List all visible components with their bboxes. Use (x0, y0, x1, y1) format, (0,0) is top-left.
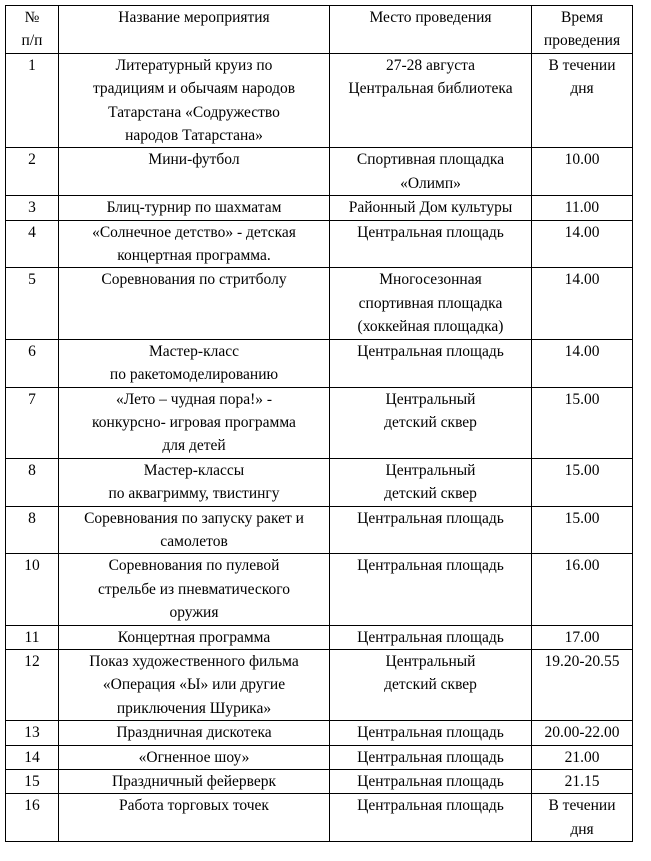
cell-name (59, 196, 330, 220)
table-row (6, 506, 633, 554)
cell-place (330, 745, 532, 769)
cell-place (330, 196, 532, 220)
cell-num (6, 506, 59, 554)
header-num (6, 6, 59, 54)
table-row (6, 625, 633, 649)
cell-name-line: самолетов (160, 532, 228, 550)
cell-time-line: 10.00 (564, 151, 600, 169)
cell-num-line: 2 (28, 151, 36, 169)
cell-name (59, 220, 330, 268)
cell-time-line: 15.00 (564, 390, 600, 408)
cell-num (6, 745, 59, 769)
cell-time-line: дня (570, 820, 594, 838)
cell-name-line: «Солнечное детство» - детская (92, 223, 296, 241)
cell-num-line: 16 (24, 797, 40, 815)
cell-num-line: 11 (24, 628, 40, 646)
cell-num (6, 770, 59, 794)
cell-place (330, 649, 532, 720)
cell-place-line: Центральная площадь (357, 724, 504, 742)
cell-num (6, 196, 59, 220)
cell-time-line: В течении (548, 797, 616, 815)
cell-num-line: 12 (24, 652, 40, 670)
cell-place-line: Многосезонная (379, 271, 482, 289)
cell-name (59, 268, 330, 339)
cell-name-line: Мастер-классы (143, 461, 245, 479)
cell-num-line: 4 (28, 223, 36, 241)
cell-num (6, 794, 59, 842)
cell-name-line: Соревнования по пулевой (108, 557, 280, 575)
cell-place-line: Центральная библиотека (348, 80, 513, 98)
cell-name (59, 148, 330, 196)
cell-place-line: (хоккейная площадка) (357, 318, 504, 336)
cell-name-line: Праздничная дискотека (116, 724, 272, 742)
cell-num (6, 625, 59, 649)
cell-num (6, 268, 59, 339)
header-place-line: Место проведения (369, 9, 492, 26)
cell-place-line: детский сквер (384, 485, 477, 503)
cell-num-line: 5 (28, 271, 36, 289)
cell-num-line: 7 (28, 390, 36, 408)
cell-place-line: Центральный (385, 461, 476, 479)
cell-place (330, 506, 532, 554)
cell-time-line: 14.00 (564, 271, 600, 289)
cell-name (59, 387, 330, 458)
cell-num (6, 220, 59, 268)
table-row (6, 770, 633, 794)
table-body (6, 53, 633, 841)
cell-name (59, 506, 330, 554)
cell-num (6, 721, 59, 745)
table-row (6, 196, 633, 220)
table-row (6, 339, 633, 387)
cell-num-line: 3 (28, 199, 36, 217)
cell-place (330, 220, 532, 268)
cell-name-line: Праздничный фейерверк (111, 773, 277, 790)
header-num-line: № (24, 9, 40, 26)
cell-name (59, 554, 330, 625)
cell-place-line: Центральный (385, 652, 476, 670)
cell-name-line: для детей (162, 437, 226, 455)
cell-num-line: 8 (28, 509, 36, 527)
cell-num-line: 13 (24, 724, 40, 742)
header-time-line: Время (561, 9, 603, 26)
header-row (6, 6, 633, 54)
cell-place (330, 387, 532, 458)
table-row (6, 554, 633, 625)
cell-name-line: Показ художественного фильма (89, 652, 299, 670)
cell-name-line: Татарстана «Содружество (108, 103, 280, 121)
table-row (6, 794, 633, 842)
table-row (6, 387, 633, 458)
cell-name-line: Блиц-турнир по шахматам (106, 199, 282, 217)
cell-time-line: 16.00 (564, 557, 600, 575)
cell-name-line: конкурсно- игровая программа (92, 413, 296, 431)
cell-name-line: оружия (169, 604, 219, 622)
cell-name-line: приключения Шурика» (116, 699, 272, 717)
header-time (532, 6, 633, 54)
cell-place (330, 721, 532, 745)
cell-place-line: спортивная площадка (358, 294, 503, 312)
cell-place-line: детский сквер (384, 413, 477, 431)
table-row (6, 148, 633, 196)
cell-name (59, 53, 330, 148)
cell-time-line: 14.00 (564, 223, 600, 241)
cell-name-line: «Лето – чудная пора!» - (115, 390, 273, 408)
cell-time (532, 554, 633, 625)
cell-place-line: Центральная площадь (357, 628, 504, 646)
cell-name-line: Мастер-класс (148, 342, 239, 360)
cell-time (532, 268, 633, 339)
cell-name-line: Литературный круиз по (115, 56, 273, 74)
cell-num (6, 554, 59, 625)
cell-place (330, 53, 532, 148)
cell-place-line: Центральная площадь (357, 748, 504, 766)
cell-num (6, 148, 59, 196)
cell-num (6, 458, 59, 506)
cell-time-line: 11.00 (564, 199, 600, 217)
cell-name-line: по ракетомоделированию (109, 366, 279, 384)
cell-place (330, 458, 532, 506)
cell-time (532, 148, 633, 196)
cell-time-line: В течении (548, 56, 616, 74)
cell-place-line: Спортивная площадка (356, 151, 505, 169)
header-time-line: проведения (543, 32, 621, 50)
cell-place-line: 27-28 августа (385, 56, 476, 74)
cell-time (532, 506, 633, 554)
cell-place (330, 625, 532, 649)
cell-name-line: народов Татарстана» (125, 127, 263, 145)
cell-place (330, 794, 532, 842)
cell-place-line: Центральная площадь (357, 773, 504, 790)
cell-time-line: 15.00 (564, 461, 600, 479)
cell-name-line: «Операция «Ы» или другие (102, 676, 286, 694)
cell-name-line: Соревнования по стритболу (101, 271, 287, 289)
cell-place-line: Центральная площадь (357, 342, 504, 360)
cell-num (6, 339, 59, 387)
cell-name (59, 770, 330, 794)
cell-name (59, 458, 330, 506)
cell-name-line: концертная программа. (117, 247, 271, 265)
table-row (6, 721, 633, 745)
cell-num-line: 1 (28, 56, 36, 74)
header-name-line: Название мероприятия (118, 9, 270, 26)
cell-name-line: «Огненное шоу» (138, 748, 250, 766)
cell-time (532, 196, 633, 220)
cell-num-line: 15 (24, 773, 40, 790)
cell-name (59, 721, 330, 745)
cell-name (59, 625, 330, 649)
cell-time-line: 21.00 (564, 748, 600, 766)
cell-name-line: Соревнования по запуску ракет и (84, 509, 304, 527)
cell-place (330, 268, 532, 339)
cell-time-line: 19.20-20.55 (544, 652, 620, 670)
cell-place-line: Центральная площадь (357, 223, 504, 241)
cell-place-line: Районный Дом культуры (348, 199, 513, 217)
cell-num (6, 649, 59, 720)
cell-num (6, 53, 59, 148)
table-row (6, 53, 633, 148)
cell-num-line: 6 (28, 342, 36, 360)
cell-place-line: Центральная площадь (357, 557, 504, 575)
cell-name (59, 339, 330, 387)
header-place (330, 6, 532, 54)
cell-name-line: стрельбе из пневматического (98, 580, 290, 598)
table-row (6, 458, 633, 506)
cell-place (330, 554, 532, 625)
cell-time-line: дня (570, 80, 594, 98)
cell-name-line: Концертная программа (117, 628, 271, 646)
events-table (5, 5, 633, 842)
cell-time (532, 625, 633, 649)
cell-num-line: 10 (24, 557, 40, 575)
cell-place (330, 339, 532, 387)
cell-num-line: 14 (24, 748, 40, 766)
cell-place (330, 770, 532, 794)
cell-name (59, 649, 330, 720)
table-row (6, 649, 633, 720)
table-row (6, 745, 633, 769)
cell-num-line: 8 (28, 461, 36, 479)
cell-time (532, 794, 633, 842)
cell-time (532, 387, 633, 458)
cell-place-line: «Олимп» (400, 174, 461, 192)
table-row (6, 268, 633, 339)
cell-time (532, 53, 633, 148)
cell-name-line: традициям и обычаям народов (92, 80, 296, 98)
cell-time (532, 745, 633, 769)
cell-name (59, 745, 330, 769)
cell-place-line: Центральная площадь (357, 509, 504, 527)
cell-time (532, 339, 633, 387)
cell-time-line: 15.00 (564, 509, 600, 527)
cell-time (532, 770, 633, 794)
table-row (6, 220, 633, 268)
cell-time (532, 458, 633, 506)
cell-time (532, 649, 633, 720)
cell-time-line: 21.15 (564, 773, 600, 790)
cell-num (6, 387, 59, 458)
cell-time (532, 220, 633, 268)
cell-name-line: Работа торговых точек (119, 797, 269, 815)
cell-time-line: 20.00-22.00 (544, 724, 620, 742)
cell-time (532, 721, 633, 745)
cell-place-line: детский сквер (384, 676, 477, 694)
cell-time-line: 17.00 (564, 628, 600, 646)
header-name (59, 6, 330, 54)
cell-place-line: Центральная площадь (357, 797, 504, 815)
cell-name (59, 794, 330, 842)
cell-place (330, 148, 532, 196)
cell-time-line: 14.00 (564, 342, 600, 360)
header-num-line: п/п (21, 32, 43, 50)
cell-place-line: Центральный (385, 390, 476, 408)
cell-name-line: Мини-футбол (148, 151, 240, 169)
cell-name-line: по аквагримму, твистингу (108, 485, 280, 503)
